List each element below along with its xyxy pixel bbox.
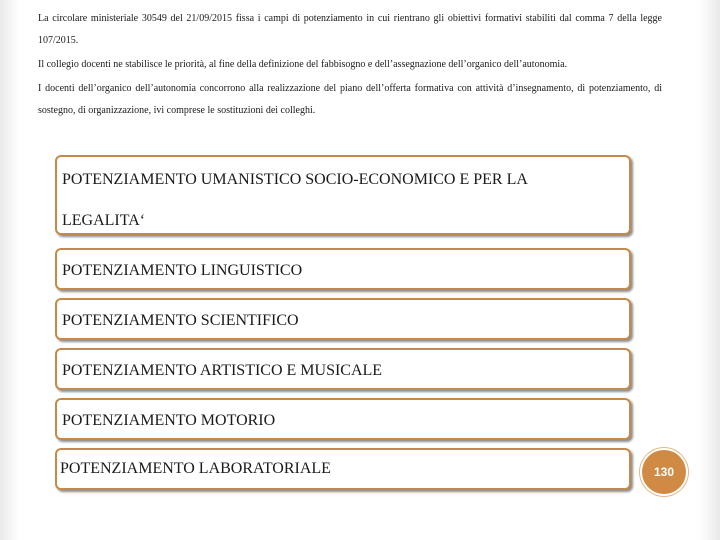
slide-left-edge bbox=[0, 0, 20, 540]
intro-paragraph-circolare: La circolare ministeriale 30549 del 21/09/2015 fissa i campi di potenziamento in cui rientrano gli obiettivi formativi stabiliti dal comma 7 della legge 107/2015. bbox=[38, 13, 662, 46]
area-label-laboratoriale: POTENZIAMENTO LABORATORIALE bbox=[60, 460, 331, 477]
area-box-artistico bbox=[55, 348, 631, 390]
area-label-artistico: POTENZIAMENTO ARTISTICO E MUSICALE bbox=[62, 362, 383, 379]
area-label-linguistico: POTENZIAMENTO LINGUISTICO bbox=[62, 262, 303, 279]
area-label-scientifico: POTENZIAMENTO SCIENTIFICO bbox=[62, 312, 299, 329]
area-box-umanistico bbox=[55, 155, 631, 235]
area-label-umanistico-line1: POTENZIAMENTO UMANISTICO SOCIO-ECONOMICO E PER LA bbox=[62, 171, 528, 188]
area-box-motorio bbox=[55, 398, 631, 440]
area-label-motorio: POTENZIAMENTO MOTORIO bbox=[62, 412, 276, 429]
page-number: 130 bbox=[653, 465, 675, 479]
area-box-laboratoriale bbox=[55, 448, 631, 490]
area-box-linguistico bbox=[55, 248, 631, 290]
area-label-umanistico-line2: LEGALITA‘ bbox=[62, 212, 146, 229]
intro-paragraph-docenti: I docenti dell’organico dell’autonomia concorrono alla realizzazione del piano dell’offerta formativa con attività d’insegnamento, di potenziamento, di sostegno, di organizzazione, ivi comprese le sostituzioni dei colleghi. bbox=[38, 83, 662, 116]
slide-right-edge bbox=[698, 0, 720, 540]
page-number-badge bbox=[642, 450, 686, 494]
area-box-scientifico bbox=[55, 298, 631, 340]
intro-paragraph-collegio: Il collegio docenti ne stabilisce le priorità, al fine della definizione del fabbisogno e dell’assegnazione dell’organico dell’autonomia. bbox=[38, 59, 568, 70]
